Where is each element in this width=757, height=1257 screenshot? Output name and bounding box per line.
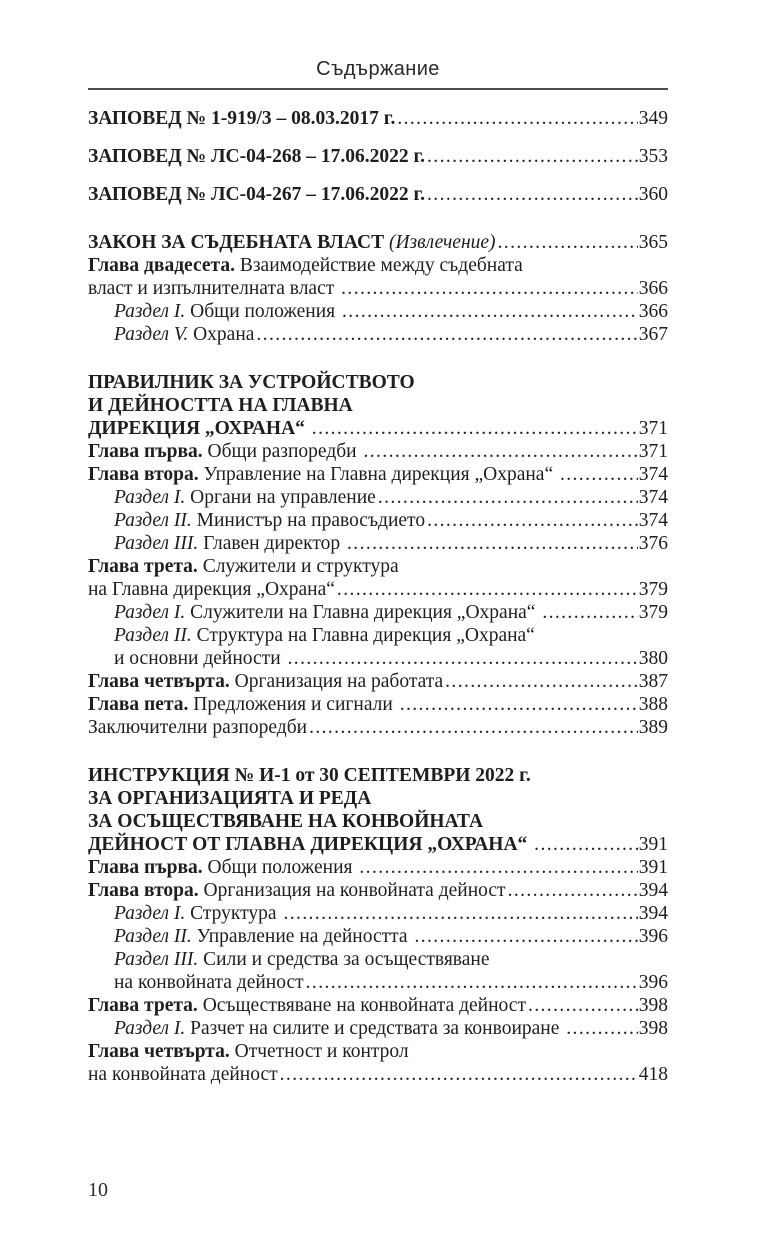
leader-dots [288, 647, 638, 670]
toc-entry-text [88, 277, 339, 300]
toc-entry [88, 994, 668, 1017]
toc-entry-rest: (Извлечение) [384, 232, 496, 253]
toc-entry-text [88, 670, 443, 693]
toc-entry-page: 396 [638, 926, 668, 947]
toc-entry-page: 388 [638, 694, 668, 715]
toc-entry-rest: власт и изпълнителната власт [88, 278, 340, 299]
toc-entry [88, 394, 668, 417]
toc-entry-text [114, 647, 286, 670]
toc-entry-text [88, 440, 361, 463]
leader-dots [309, 716, 638, 739]
toc-entry-lead: Раздел I. [114, 602, 186, 623]
leader-dots [508, 879, 638, 902]
toc-entry-page: 349 [638, 108, 668, 129]
toc-entry-lead: Раздел II. [114, 625, 192, 646]
toc-entry-lead: Глава първа. [88, 441, 203, 462]
toc-entry-lead: ИНСТРУКЦИЯ № И-1 от 30 СЕПТЕМВРИ 2022 г. [88, 765, 531, 786]
leader-dots [312, 417, 638, 440]
toc-entry [88, 323, 668, 346]
toc-entry [88, 231, 668, 254]
toc-entry-lead: Раздел V. [114, 324, 189, 345]
toc-entry-page: 379 [638, 602, 668, 623]
toc-entry-rest: Органи на управление [185, 487, 376, 508]
toc-entry-text [88, 254, 523, 277]
leader-dots [445, 670, 638, 693]
toc-entry-page: 389 [638, 717, 668, 738]
leader-dots [498, 231, 638, 254]
toc-entry-text [88, 787, 371, 810]
header-rule [88, 88, 668, 90]
toc-entry [88, 555, 668, 578]
toc-entry-rest: Осъществяване на конвойната дейност [197, 995, 526, 1016]
toc-entry-text [88, 463, 558, 486]
toc-entry-page: 379 [638, 579, 668, 600]
toc-entry-lead: Глава първа. [88, 857, 203, 878]
toc-entry-text [88, 231, 496, 254]
toc-entry-rest: Общи разпоредби [202, 441, 362, 462]
toc-entry-lead: ЗАКОН ЗА СЪДЕБНАТА ВЛАСТ [88, 232, 385, 253]
toc-entry [88, 971, 668, 994]
toc-entry-text [88, 879, 506, 902]
toc-entry-rest: Отчетност и контрол [229, 1041, 409, 1062]
toc-entry-lead: ЗАПОВЕД № ЛС-04-267 – 17.06.2022 г. [88, 184, 426, 205]
toc-entry-text [88, 833, 532, 856]
toc-entry-text [88, 371, 415, 394]
toc-entry-page: 371 [638, 441, 668, 462]
toc-entry-lead: Раздел III. [114, 949, 199, 970]
toc-entry-lead: Глава трета. [88, 995, 198, 1016]
toc-entry-page: 366 [638, 301, 668, 322]
toc-entry [88, 417, 668, 440]
toc-entry-page: 353 [638, 146, 668, 167]
toc-entry-rest: Служители и структура [197, 556, 399, 577]
toc-entry-rest: Министър на правосъдието [191, 510, 426, 531]
toc-entry-page: 387 [638, 671, 668, 692]
toc-entry-lead: Глава пета. [88, 694, 189, 715]
toc-entry-page: 365 [638, 232, 668, 253]
toc-entry-rest: Управление на Главна дирекция „Охрана“ [198, 464, 558, 485]
toc-entry [88, 486, 668, 509]
toc-entry-rest: Заключителни разпоредби [88, 717, 308, 738]
toc-entry-text [88, 107, 395, 130]
leader-dots [337, 578, 638, 601]
toc-entry-lead: ДЕЙНОСТ ОТ ГЛАВНА ДИРЕКЦИЯ „ОХРАНА“ [88, 834, 533, 855]
toc-entry [88, 948, 668, 971]
leader-dots [414, 925, 637, 948]
toc-entry-rest: Сили и средства за осъществяване [198, 949, 490, 970]
toc-entry-text [114, 902, 281, 925]
toc-entry-rest: Взаимодействие между съдебната [234, 255, 523, 276]
toc-entry-lead: ЗАПОВЕД № 1-919/3 – 08.03.2017 г. [88, 108, 396, 129]
toc-entry [88, 254, 668, 277]
toc-entry-page: 394 [638, 903, 668, 924]
toc-entry [88, 183, 668, 206]
toc-entry [88, 1063, 668, 1086]
toc-entry-text [88, 1040, 409, 1063]
leader-dots [560, 463, 638, 486]
toc-entry-text [88, 764, 531, 787]
leader-dots [341, 277, 638, 300]
toc-entry [88, 716, 668, 739]
toc-entry [88, 1017, 668, 1040]
toc-entry-page: 374 [638, 487, 668, 508]
toc-entry-rest: Структура [185, 903, 282, 924]
toc-entry-lead: И ДЕЙНОСТТА НА ГЛАВНА [88, 395, 353, 416]
toc-entry-rest: на Главна дирекция „Охрана“ [88, 579, 335, 600]
toc-entry-page: 398 [638, 1018, 668, 1039]
toc-entry-page: 374 [638, 510, 668, 531]
toc-entry-page: 380 [638, 648, 668, 669]
toc-entry-text [114, 925, 412, 948]
toc-entry-lead: Раздел I. [114, 487, 186, 508]
toc-entry-page: 418 [638, 1064, 668, 1085]
toc-entry-lead: Раздел I. [114, 1018, 186, 1039]
leader-dots [283, 902, 637, 925]
leader-dots [347, 532, 638, 555]
toc-entry-rest: Предложения и сигнали [188, 694, 398, 715]
toc-entry-lead: Раздел II. [114, 926, 192, 947]
toc-entry-page: 394 [638, 880, 668, 901]
toc-entry-lead: Раздел I. [114, 903, 186, 924]
toc-entry [88, 300, 668, 323]
toc-entry-text [88, 693, 398, 716]
toc-entry-text [114, 532, 345, 555]
toc-entry-lead: Глава четвърта. [88, 1041, 230, 1062]
toc-entry-lead: ДИРЕКЦИЯ „ОХРАНА“ [88, 418, 310, 439]
toc-entry-page: 391 [638, 857, 668, 878]
toc-entry-lead: Глава двадесета. [88, 255, 235, 276]
toc-entry-rest: Служители на Главна дирекция „Охрана“ [185, 602, 541, 623]
toc-entry [88, 693, 668, 716]
toc-entry [88, 1040, 668, 1063]
toc-entry-text [114, 1017, 564, 1040]
leader-dots [427, 183, 638, 206]
leader-dots [427, 509, 638, 532]
toc-entry [88, 145, 668, 168]
toc-entry-text [114, 300, 340, 323]
toc-entry-lead: Глава четвърта. [88, 671, 230, 692]
toc-entry-rest: Общи положения [185, 301, 341, 322]
leader-dots [528, 994, 638, 1017]
toc-entry-lead: Раздел II. [114, 510, 192, 531]
page-number: 10 [88, 1179, 108, 1201]
leader-dots [306, 971, 638, 994]
toc-entry-text [88, 183, 425, 206]
toc-entry-text [114, 486, 376, 509]
toc-entry [88, 509, 668, 532]
leader-dots [256, 323, 637, 346]
toc-entry-page: 398 [638, 995, 668, 1016]
toc-entry-rest: Главен директор [198, 533, 346, 554]
toc-entry-lead: Глава трета. [88, 556, 198, 577]
toc-entry-text [114, 971, 304, 994]
toc-entry-lead: Глава втора. [88, 464, 199, 485]
toc-entry-text [114, 323, 254, 346]
toc-entry-lead: ПРАВИЛНИК ЗА УСТРОЙСТВОТО [88, 372, 415, 393]
toc-entry [88, 764, 668, 787]
toc-entry [88, 856, 668, 879]
toc-entry-rest: Охрана [188, 324, 255, 345]
toc-entry [88, 277, 668, 300]
toc-entry-page: 376 [638, 533, 668, 554]
toc-entry [88, 440, 668, 463]
toc-entry-lead: Раздел I. [114, 301, 186, 322]
toc-entry [88, 107, 668, 130]
leader-dots [397, 107, 637, 130]
leader-dots [280, 1063, 638, 1086]
toc-entry-text [114, 948, 490, 971]
toc-entry [88, 463, 668, 486]
leader-dots [534, 833, 638, 856]
toc-entry-rest: Разчет на силите и средствата за конвоиране [185, 1018, 565, 1039]
toc-entry-rest: Общи положения [202, 857, 358, 878]
toc-entry-page: 391 [638, 834, 668, 855]
toc-entry [88, 532, 668, 555]
toc-entry-text [88, 994, 526, 1017]
table-of-contents [88, 107, 668, 1086]
toc-entry [88, 879, 668, 902]
toc-entry [88, 810, 668, 833]
toc-entry-rest: Организация на конвойната дейност [198, 880, 506, 901]
toc-entry-page: 360 [638, 184, 668, 205]
toc-entry [88, 578, 668, 601]
toc-entry-text [88, 1063, 278, 1086]
toc-entry-text [114, 601, 540, 624]
toc-entry-lead: ЗА ОСЪЩЕСТВЯВАНЕ НА КОНВОЙНАТА [88, 811, 484, 832]
toc-entry-rest: на конвойната дейност [114, 972, 304, 993]
toc-entry-page: 371 [638, 418, 668, 439]
toc-entry [88, 833, 668, 856]
toc-entry-page: 396 [638, 972, 668, 993]
toc-entry-text [88, 810, 483, 833]
toc-entry-rest: Организация на работата [229, 671, 444, 692]
leader-dots [378, 486, 638, 509]
toc-entry-text [88, 394, 353, 417]
toc-entry [88, 902, 668, 925]
toc-entry-text [88, 145, 425, 168]
toc-entry-rest: и основни дейности [114, 648, 286, 669]
toc-entry-rest: Управление на дейността [191, 926, 413, 947]
toc-entry-lead: ЗА ОРГАНИЗАЦИЯТА И РЕДА [88, 788, 372, 809]
toc-entry-text [88, 417, 310, 440]
leader-dots [566, 1017, 637, 1040]
leader-dots [542, 601, 637, 624]
toc-entry [88, 925, 668, 948]
toc-entry-page: 367 [638, 324, 668, 345]
toc-entry-text [88, 555, 399, 578]
leader-dots [400, 693, 638, 716]
toc-entry-lead: Раздел III. [114, 533, 199, 554]
toc-entry-page: 374 [638, 464, 668, 485]
toc-entry-page: 366 [638, 278, 668, 299]
page-header-title: Съдържание [316, 58, 440, 80]
toc-entry-rest: Структура на Главна дирекция „Охрана“ [191, 625, 535, 646]
toc-entry-text [114, 509, 425, 532]
toc-entry-text [88, 716, 307, 739]
book-page [0, 57, 757, 1086]
toc-entry [88, 670, 668, 693]
toc-entry [88, 787, 668, 810]
toc-entry [88, 371, 668, 394]
toc-entry-text [88, 578, 335, 601]
toc-entry-text [88, 856, 357, 879]
leader-dots [359, 856, 637, 879]
toc-entry-rest: на конвойната дейност [88, 1064, 278, 1085]
toc-entry-text [114, 624, 535, 647]
toc-entry-lead: ЗАПОВЕД № ЛС-04-268 – 17.06.2022 г. [88, 146, 426, 167]
leader-dots [427, 145, 638, 168]
toc-entry [88, 624, 668, 647]
toc-entry-lead: Глава втора. [88, 880, 199, 901]
toc-entry [88, 601, 668, 624]
toc-entry [88, 647, 668, 670]
leader-dots [342, 300, 638, 323]
leader-dots [363, 440, 637, 463]
